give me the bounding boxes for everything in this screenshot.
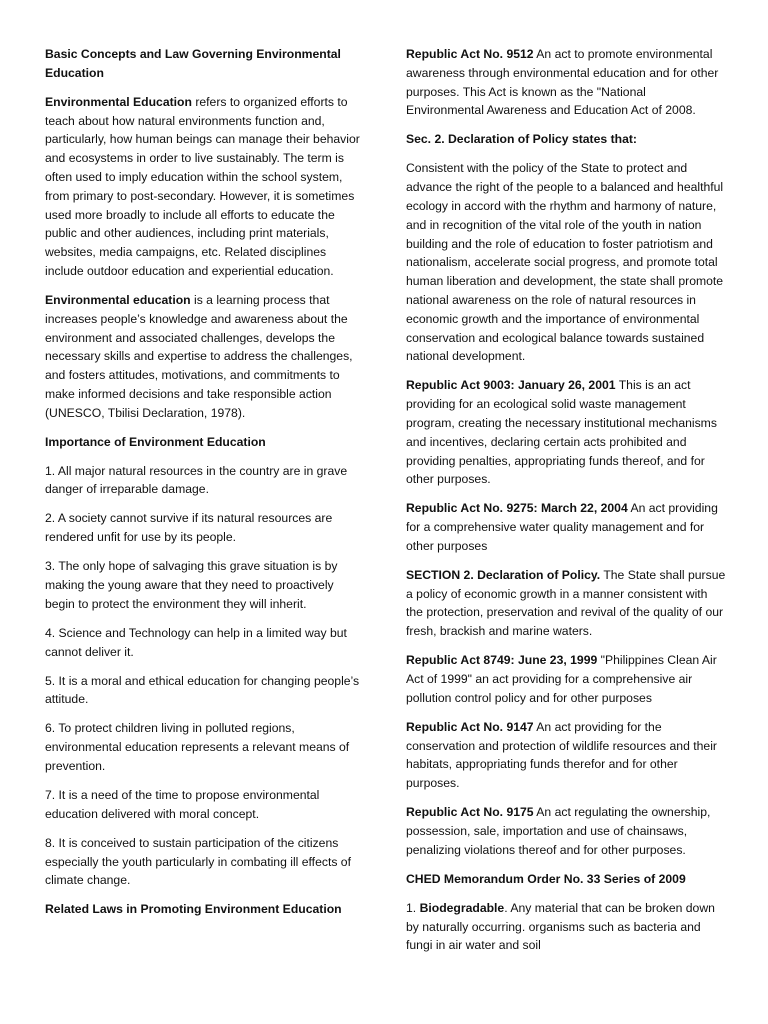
ra-9175-text: An act regulating the ownership, possession, sale, importation and use of chainsaws, penalizing violations thereof and for other purposes. [406, 805, 711, 857]
biodegradable-definition [406, 899, 726, 955]
ra-8749-text: "Philippines Clean Air Act of 1999" an act providing for a comprehensive air pollution control policy and for other purposes [406, 653, 717, 705]
ra-9147-text: An act providing for the conservation and protection of wildlife resources and their habitats, appropriating funds therefor and for other purposes. [406, 719, 717, 791]
ra-9512-paragraph [406, 45, 726, 120]
process-text: is a learning process that increases people’s knowledge and awareness about the environment and associated challenges, develops the necessary skills and expertise to address the challenges, and fosters attitudes, motivations, and commitments to make informed decisions and take responsible action (UNESCO, Tbilisi Declaration, 1978). [45, 292, 353, 420]
ra-9275-paragraph [406, 499, 726, 555]
ra-9147-label: Republic Act No. 9147 [406, 719, 534, 734]
ra-9003-label: Republic Act 9003: January 26, 2001 [406, 378, 616, 393]
ra-9512-label: Republic Act No. 9512 [406, 47, 534, 61]
section2-policy-paragraph [406, 566, 726, 641]
ra-9275-text: An act providing for a comprehensive water quality management and for other purposes [406, 501, 718, 553]
importance-item-2: 2. A society cannot survive if its natural resources are rendered unfit for use by its people. [45, 511, 333, 545]
importance-item-8: 8. It is conceived to sustain participation of the citizens especially the youth particularly in combating ill effects of climate change. [45, 835, 351, 888]
right-column [406, 45, 726, 965]
importance-heading: Importance of Environment Education [45, 434, 266, 449]
term-environmental-education-2: Environmental education [45, 292, 191, 307]
ra-9275-label: Republic Act No. 9275: March 22, 2004 [406, 501, 628, 516]
ra-9003-paragraph [406, 376, 726, 489]
biodegradable-text: . Any material that can be broken down by naturally occurring. organisms such as bacteria and fungi in air water and soil [406, 900, 715, 953]
importance-item-6: 6. To protect children living in polluted regions, environmental education represents a relevant means of prevention. [45, 721, 350, 773]
ra-8749-paragraph [406, 651, 726, 707]
ra-9147-paragraph [406, 718, 726, 793]
section2-text: The State shall pursue a policy of economic growth in a manner consistent with the protection, preservation and revival of the quality of our fresh, brackish and marine waters. [406, 567, 726, 639]
sec2-policy-heading: Sec. 2. Declaration of Policy states that: [406, 132, 637, 147]
ra-9175-paragraph [406, 803, 726, 859]
env-education-definition-paragraph [45, 93, 365, 281]
ra-8749-label: Republic Act 8749: June 23, 1999 [406, 653, 598, 668]
ra-9003-text: This is an act providing for an ecological solid waste management program, creating the necessary institutional mechanisms and incentives, declaring certain acts prohibited and providing penalties, appropriating funds thereof, and for other purposes. [406, 378, 717, 487]
importance-item-7: 7. It is a need of the time to propose environmental education delivered with moral concept. [45, 787, 320, 821]
env-education-process-paragraph [45, 291, 365, 423]
biodegradable-number: 1. [406, 900, 420, 915]
ched-memo-heading: CHED Memorandum Order No. 33 Series of 2009 [406, 871, 686, 886]
importance-item-4: 4. Science and Technology can help in a limited way but cannot deliver it. [45, 625, 347, 659]
related-laws-heading: Related Laws in Promoting Environment Education [45, 902, 342, 917]
ra-9175-label: Republic Act No. 9175 [406, 805, 534, 820]
biodegradable-term: Biodegradable [419, 900, 505, 915]
section2-label: SECTION 2. Declaration of Policy. [406, 567, 601, 582]
importance-item-1: 1. All major natural resources in the country are in grave danger of irreparable damage. [45, 463, 348, 497]
definition-text: refers to organized efforts to teach about how natural environments function and, particularly, how human beings can manage their behavior and ecosystems in order to live sustainably. The term is often used to imply education within the school system, from primary to post-secondary. However, it is sometimes used more broadly to include all efforts to educate the public and other audiences, including print materials, websites, media campaigns, etc. Related disciplines include outdoor education and experiential education. [45, 94, 360, 278]
policy-paragraph: Consistent with the policy of the State to protect and advance the right of the people to a balanced and healthful ecology in accord with the rhythm and harmony of nature, and in recognition of the vital role of the youth in nation building and the role of education to foster patriotism and nationalism, accelerate social progress, and promote total human liberation and development, the state shall promote national awareness on the role of natural resources in economic growth and the importance of environmental conservation and ecological balance towards sustained national development. [406, 161, 724, 364]
importance-item-5: 5. It is a moral and ethical education for changing people’s attitude. [45, 673, 360, 707]
ra-9512-text: An act to promote environmental awareness through environmental education and for other purposes. This Act is known as the "National Environmental Awareness and Education Act of 2008. [406, 47, 719, 118]
document-title: Basic Concepts and Law Governing Environmental Education [45, 47, 341, 80]
left-column [45, 45, 365, 929]
importance-item-3: 3. The only hope of salvaging this grave situation is by making the young aware that they need to proactively begin to protect the environment they will inherit. [45, 559, 338, 611]
term-environmental-education: Environmental Education [45, 94, 192, 109]
